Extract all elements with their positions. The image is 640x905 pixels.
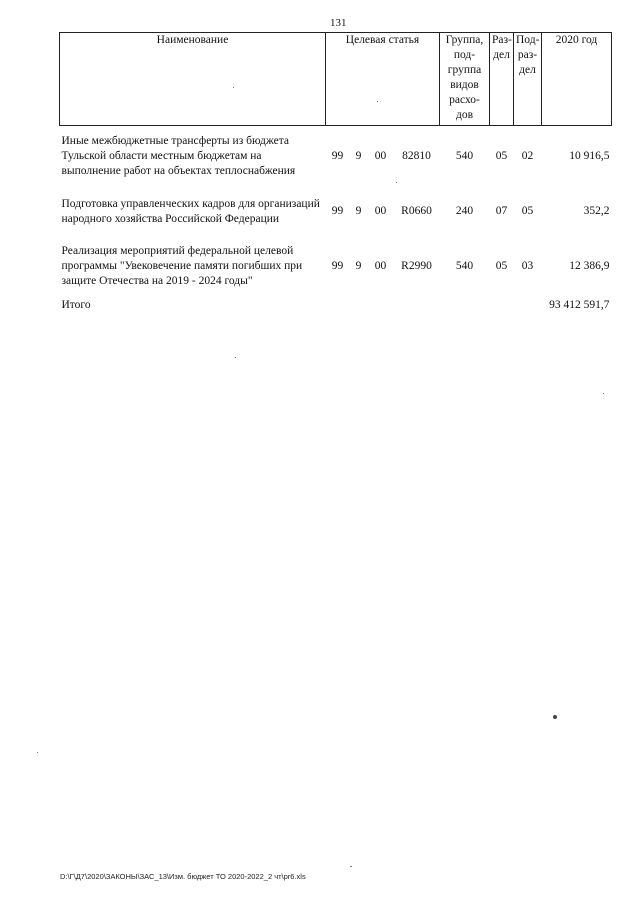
header-group: Группа, под-группа видов расхо-дов <box>440 33 490 126</box>
row-code-d: R2990 <box>401 260 432 272</box>
header-name: Наименование <box>60 33 326 126</box>
row-section: 05 <box>495 260 508 272</box>
row-group: 540 <box>455 150 474 163</box>
total-amount: 93 412 591,7 <box>549 298 610 311</box>
row-subsection: 02 <box>521 150 534 163</box>
header-target-article: Целевая статья <box>326 33 440 126</box>
total-label: Итого <box>61 298 91 311</box>
row-code-c: 00 <box>374 150 387 163</box>
total-row <box>60 298 612 313</box>
scan-speck <box>235 357 236 358</box>
table-header-row <box>60 33 612 126</box>
row-code-d: 82810 <box>402 150 431 163</box>
row-section: 07 <box>495 205 508 217</box>
row-group: 240 <box>455 205 474 217</box>
scan-speck <box>603 393 604 394</box>
row-amount: 10 916,5 <box>569 150 610 163</box>
row-code-b: 9 <box>355 260 362 272</box>
page-number: 131 <box>330 17 347 29</box>
budget-table <box>59 32 612 313</box>
scan-speck <box>350 866 352 867</box>
row-code-c: 00 <box>374 260 387 272</box>
scan-speck <box>377 101 378 102</box>
header-subsection: Под-раз-дел <box>514 33 542 126</box>
row-code-b: 9 <box>355 150 362 163</box>
header-year: 2020 год <box>542 33 612 126</box>
file-path-footer: D:\Г\Д7\2020\ЗАКОНЫ\ЗАС_13\Изм. бюджет ТО 2020-2022_2 чт\pr6.xls <box>60 872 306 881</box>
row-name: Подготовка управленческих кадров для организаций народного хозяйства Российской Федерации <box>61 197 320 225</box>
row-code-c: 00 <box>374 205 387 217</box>
table-row <box>60 236 612 298</box>
scan-speck <box>553 715 557 719</box>
row-code-a: 99 <box>331 150 344 163</box>
row-amount: 12 386,9 <box>569 260 610 272</box>
table-row <box>60 126 612 188</box>
table-row <box>60 188 612 236</box>
row-section: 05 <box>495 150 508 163</box>
row-code-a: 99 <box>331 260 344 272</box>
row-name: Иные межбюджетные трансферты из бюджета Тульской области местным бюджетам на выполнение работ на объектах теплоснабжения <box>61 135 296 178</box>
row-name: Реализация мероприятий федеральной целевой программы "Увековечение памяти погибших при защите Отечества на 2019 - 2024 годы" <box>61 245 303 287</box>
row-amount: 352,2 <box>583 205 610 217</box>
row-subsection: 03 <box>521 260 534 272</box>
row-code-a: 99 <box>331 205 344 217</box>
scan-speck <box>37 752 38 753</box>
row-code-d: R0660 <box>401 205 432 217</box>
scan-speck <box>233 87 234 88</box>
header-section: Раз-дел <box>490 33 514 126</box>
scan-speck <box>396 182 397 183</box>
row-group: 540 <box>455 260 474 272</box>
row-subsection: 05 <box>521 205 534 217</box>
row-code-b: 9 <box>355 205 362 217</box>
